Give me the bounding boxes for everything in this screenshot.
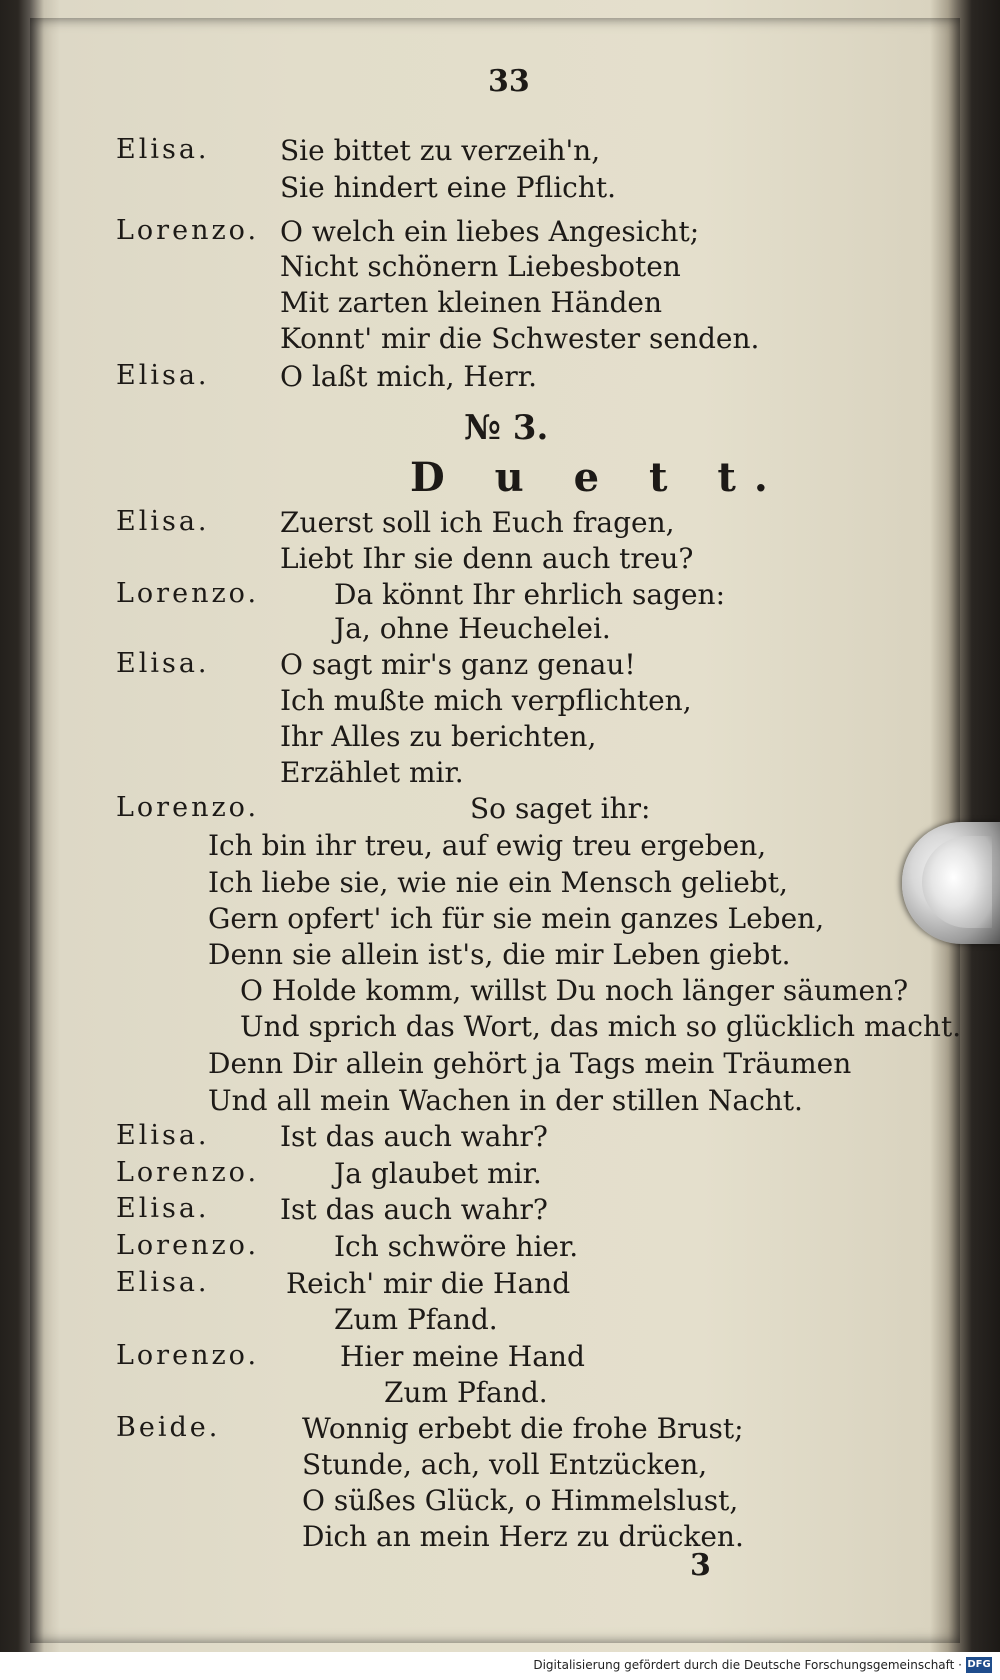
verse-line: Ist das auch wahr?	[280, 1120, 548, 1153]
verse-line: Stunde, ach, voll Entzücken,	[302, 1448, 708, 1481]
verse-line: Ja glaubet mir.	[334, 1157, 542, 1190]
verse-line: O Holde komm, willst Du noch länger säumen?	[240, 974, 909, 1007]
signature-mark: 3	[690, 1548, 711, 1583]
verse-line: Ich liebe sie, wie nie ein Mensch geliebt,	[208, 866, 788, 899]
speaker-lorenzo: Lorenzo.	[116, 792, 260, 823]
verse-line: O welch ein liebes Angesicht;	[280, 215, 700, 248]
verse-line: Denn sie allein ist's, die mir Leben giebt.	[208, 938, 791, 971]
speaker-elisa: Elisa.	[116, 360, 210, 391]
verse-line: So saget ihr:	[470, 792, 651, 825]
section-number: № 3.	[464, 408, 549, 448]
verse-line: Reich' mir die Hand	[286, 1267, 571, 1300]
verse-line: Wonnig erbebt die frohe Brust;	[302, 1412, 744, 1445]
speaker-elisa: Elisa.	[116, 1267, 210, 1298]
footer-bar	[0, 1652, 1000, 1680]
speaker-elisa: Elisa.	[116, 1193, 210, 1224]
speaker-elisa: Elisa.	[116, 134, 210, 165]
verse-line: Da könnt Ihr ehrlich sagen:	[334, 578, 726, 611]
verse-line: Und all mein Wachen in der stillen Nacht.	[208, 1084, 803, 1117]
verse-line: Gern opfert' ich für sie mein ganzes Leben,	[208, 902, 825, 935]
section-title: D u e t t.	[410, 454, 786, 501]
speaker-elisa: Elisa.	[116, 506, 210, 537]
speaker-lorenzo: Lorenzo.	[116, 215, 260, 246]
verse-line: Mit zarten kleinen Händen	[280, 286, 663, 319]
verse-line: Ja, ohne Heuchelei.	[334, 612, 611, 645]
verse-line: Zum Pfand.	[384, 1376, 548, 1409]
verse-line: Konnt' mir die Schwester senden.	[280, 322, 760, 355]
verse-line: Ich schwöre hier.	[334, 1230, 579, 1263]
verse-line: O laßt mich, Herr.	[280, 360, 537, 393]
speaker-lorenzo: Lorenzo.	[116, 1230, 260, 1261]
verse-line: Ihr Alles zu berichten,	[280, 720, 597, 753]
verse-line: Zum Pfand.	[334, 1303, 498, 1336]
verse-line: O süßes Glück, o Himmelslust,	[302, 1484, 739, 1517]
footer-credit: Digitalisierung gefördert durch die Deutsche Forschungsgemeinschaft ·	[533, 1658, 962, 1672]
verse-line: Denn Dir allein gehört ja Tags mein Träumen	[208, 1047, 852, 1080]
verse-line: Hier meine Hand	[340, 1340, 585, 1373]
speaker-lorenzo: Lorenzo.	[116, 578, 260, 609]
dfg-logo: DFG	[966, 1657, 992, 1673]
page-clip-highlight	[922, 836, 992, 928]
verse-line: Ich mußte mich verpflichten,	[280, 684, 692, 717]
verse-line: O sagt mir's ganz genau!	[280, 648, 636, 681]
verse-line: Ist das auch wahr?	[280, 1193, 548, 1226]
verse-line: Erzählet mir.	[280, 756, 464, 789]
verse-line: Und sprich das Wort, das mich so glücklich macht.	[240, 1010, 962, 1043]
verse-line: Zuerst soll ich Euch fragen,	[280, 506, 675, 539]
speaker-elisa: Elisa.	[116, 1120, 210, 1151]
verse-line: Ich bin ihr treu, auf ewig treu ergeben,	[208, 829, 767, 862]
verse-line: Sie hindert eine Pflicht.	[280, 171, 617, 204]
verse-line: Liebt Ihr sie denn auch treu?	[280, 542, 694, 575]
verse-line: Sie bittet zu verzeih'n,	[280, 134, 601, 167]
page-number: 33	[488, 64, 530, 99]
speaker-elisa: Elisa.	[116, 648, 210, 679]
speaker-lorenzo: Lorenzo.	[116, 1157, 260, 1188]
verse-line: Nicht schönern Liebesboten	[280, 250, 681, 283]
speaker-lorenzo: Lorenzo.	[116, 1340, 260, 1371]
speaker-beide: Beide.	[116, 1412, 221, 1443]
verse-line: Dich an mein Herz zu drücken.	[302, 1520, 744, 1553]
